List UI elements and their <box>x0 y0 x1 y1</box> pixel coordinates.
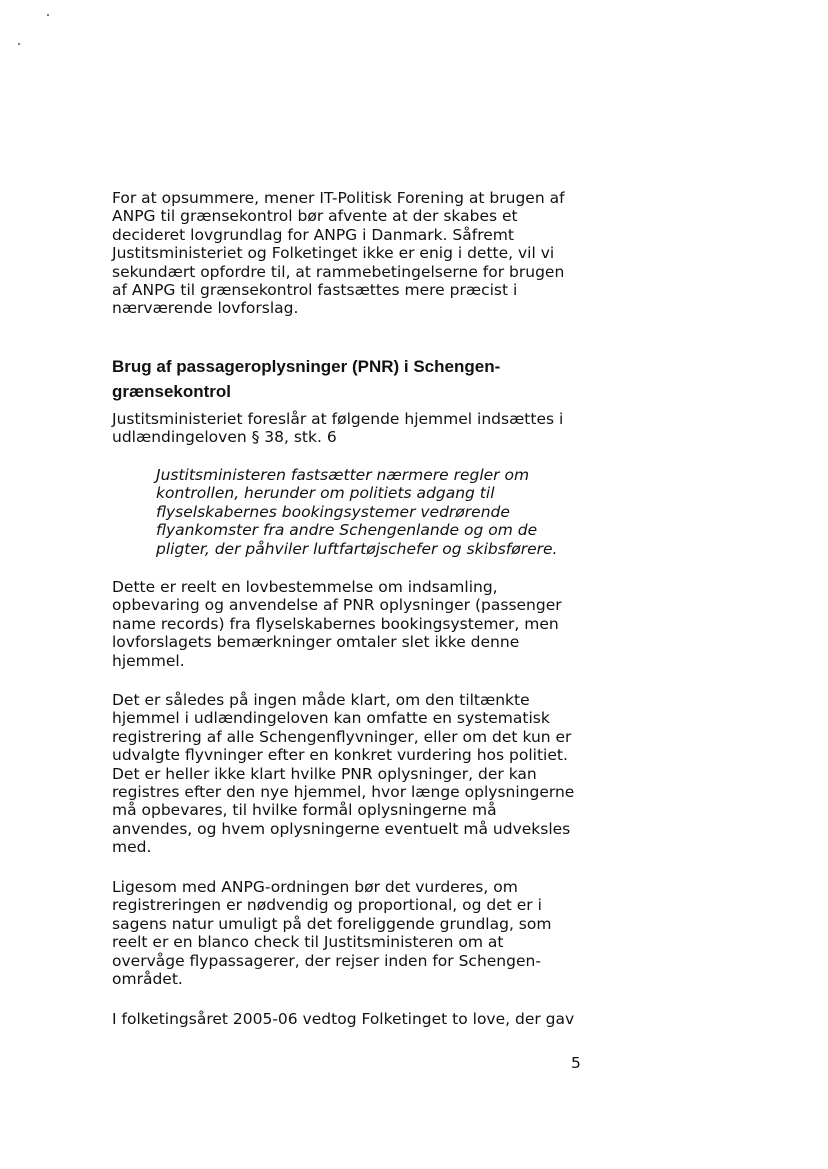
summary-paragraph: For at opsummere, mener IT-Politisk Forening at brugen af ANPG til grænsekontrol bør afvente at der skabes et decideret lovgrundlag for ANPG i Danmark. Såfremt Justitsministeriet og Folketinget ikke er enig i dette, vil vi sekundært opfordre til, at rammebetingelserne for brugen af ANPG til grænsekontrol fastsættes mere præcist i nærværende lovforslag. <box>112 189 565 318</box>
body-paragraph-3: Ligesom med ANPG-ordningen bør det vurderes, om registreringen er nødvendig og proportional, og det er i sagens natur umuligt på det foreliggende grundlag, som reelt er en blanco check til Justitsministeren om at overvåge flypassagerer, der rejser inden for Schengen- området. <box>112 878 552 989</box>
scan-speck-1 <box>47 14 49 16</box>
scan-speck-2 <box>18 43 20 45</box>
intro-paragraph: Justitsministeriet foreslår at følgende hjemmel indsættes i udlændingeloven § 38, stk. 6 <box>112 410 564 447</box>
body-paragraph-2: Det er således på ingen måde klart, om den tiltænkte hjemmel i udlændingeloven kan omfatte en systematisk registrering af alle Schengenflyvninger, eller om det kun er udvalgte flyvninger efter en konkret vurdering hos politiet. Det er heller ikke klart hvilke PNR oplysninger, der kan registres efter den nye hjemmel, hvor længe oplysningerne må opbevares, til hvilke formål oplysningerne må anvendes, og hvem oplysningerne eventuelt må udveksles med. <box>112 691 575 857</box>
quoted-provision: Justitsministeren fastsætter nærmere regler om kontrollen, herunder om politiets adgang til flyselskabernes bookingsystemer vedrørende flyankomster fra andre Schengenlande og om de pligter, der påhviler luftfartøjschefer og skibsførere. <box>156 466 558 558</box>
body-paragraph-4: I folketingsåret 2005-06 vedtog Folketinget to love, der gav <box>112 1010 575 1028</box>
section-heading: Brug af passageroplysninger (PNR) i Schengen- grænsekontrol <box>112 357 501 401</box>
body-paragraph-1: Dette er reelt en lovbestemmelse om indsamling, opbevaring og anvendelse af PNR oplysninger (passenger name records) fra flyselskabernes bookingsystemer, men lovforslagets bemærkninger omtaler slet ikke denne hjemmel. <box>112 578 562 670</box>
page-number: 5 <box>571 1054 581 1072</box>
